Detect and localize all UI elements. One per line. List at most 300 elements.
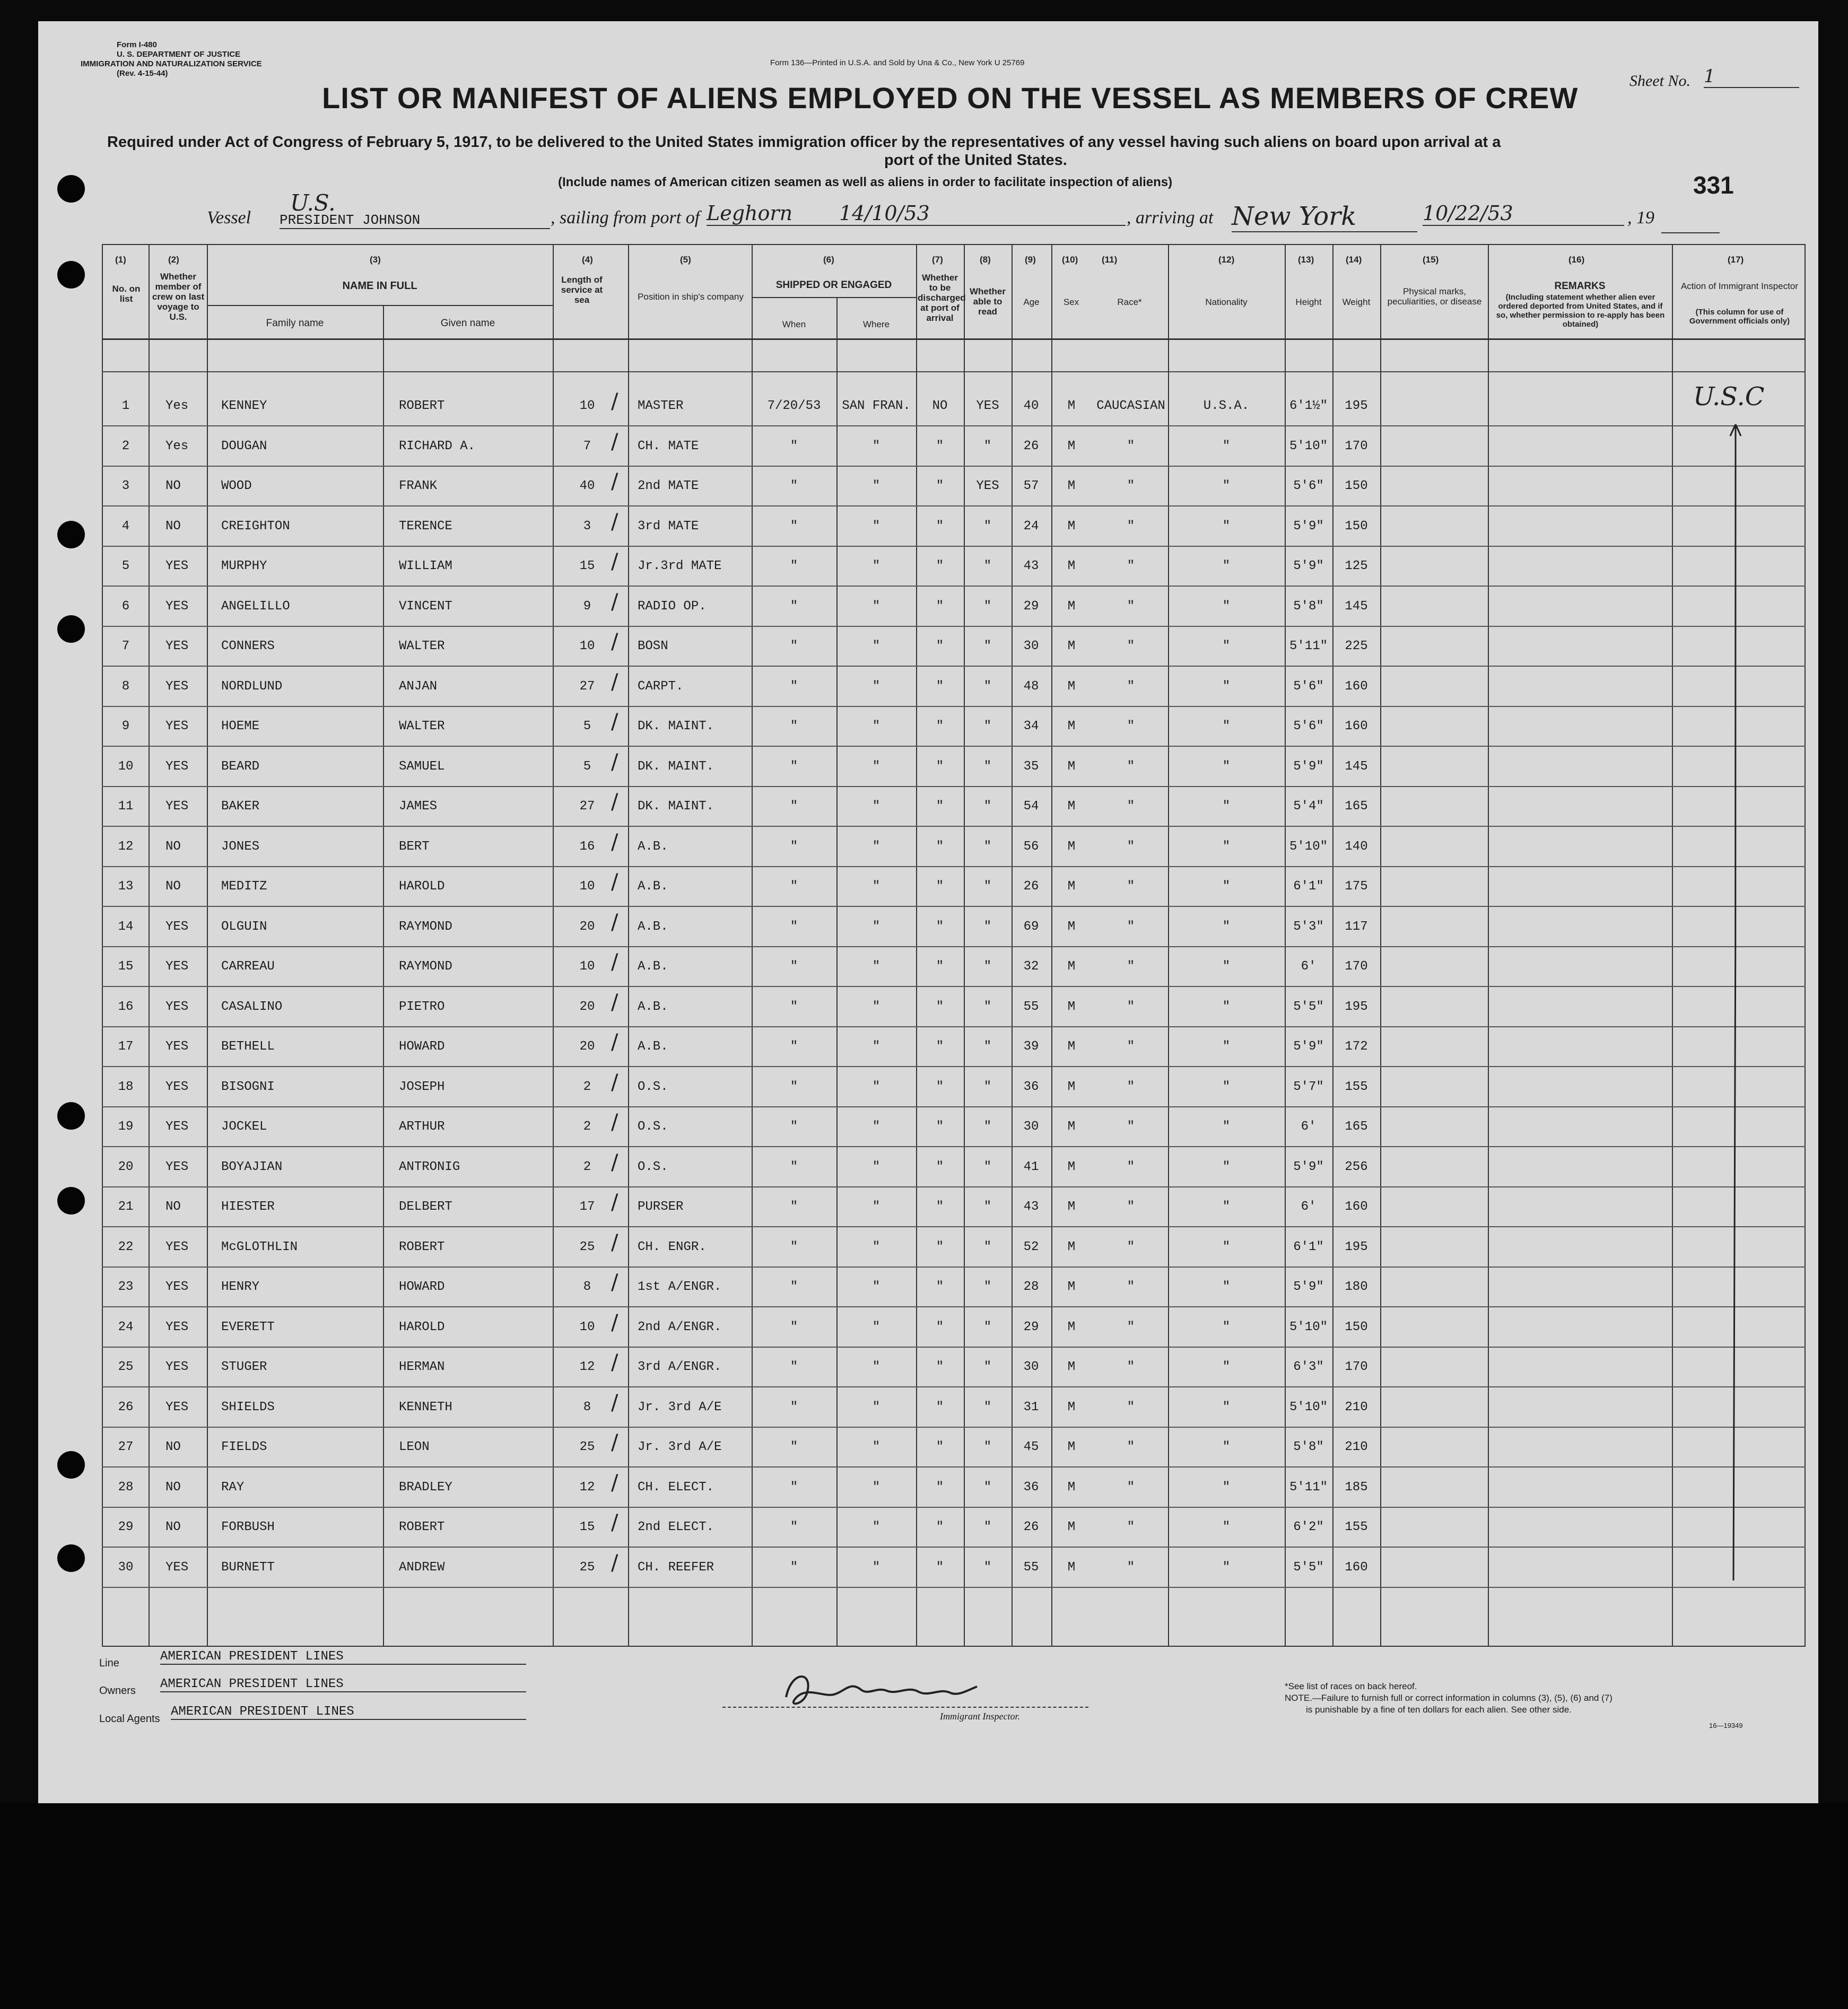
cell-when: " <box>790 1200 798 1214</box>
cell-height: 5'11" <box>1289 1480 1328 1495</box>
cell-given: KENNETH <box>399 1400 452 1414</box>
row-rule <box>102 505 1806 506</box>
cell-nationality: " <box>1222 799 1231 814</box>
cell-discharged: " <box>936 1560 944 1575</box>
cell-where: " <box>872 799 881 814</box>
cell-family: BOYAJIAN <box>221 1159 283 1174</box>
shipped-subdivider <box>752 297 916 298</box>
cell-height: 5'10" <box>1289 839 1328 854</box>
scan-background <box>0 1803 1848 2009</box>
cell-race: " <box>1127 519 1135 534</box>
cell-last: NO <box>165 479 181 493</box>
cell-given: ANTRONIG <box>399 1159 460 1174</box>
cell-weight: 160 <box>1345 1560 1368 1575</box>
cell-weight: 160 <box>1345 1200 1368 1214</box>
cell-race: " <box>1127 759 1135 774</box>
cell-family: RAY <box>221 1480 245 1495</box>
cell-discharged: " <box>936 1520 944 1534</box>
cell-given: TERENCE <box>399 519 452 534</box>
cell-discharged: " <box>936 879 944 894</box>
table-row <box>38 508 1818 548</box>
cell-given: ROBERT <box>399 399 445 413</box>
cell-race: " <box>1127 439 1135 453</box>
cell-when: " <box>790 1440 798 1454</box>
cell-weight: 195 <box>1345 399 1368 413</box>
cell-weight: 145 <box>1345 599 1368 614</box>
row-rule <box>102 866 1806 867</box>
cell-read: " <box>983 919 992 934</box>
cell-no: 3 <box>121 479 130 493</box>
cell-last: YES <box>165 1239 189 1254</box>
table-row <box>38 1508 1818 1549</box>
cell-position: DK. MAINT. <box>638 759 714 774</box>
cell-read: " <box>983 1239 992 1254</box>
hdr-given-name: Given name <box>440 318 495 329</box>
cell-family: NORDLUND <box>221 679 283 694</box>
cell-family: DOUGAN <box>221 439 267 453</box>
cell-race: " <box>1127 1120 1135 1134</box>
printer-line: Form 136—Printed in U.S.A. and Sold by Una & Co., New York U 25769 <box>770 58 1025 67</box>
cell-race: " <box>1127 1400 1135 1414</box>
cell-service: 16 <box>579 839 595 854</box>
cell-when: " <box>790 559 798 573</box>
cell-read: " <box>983 1120 992 1134</box>
cell-age: 34 <box>1023 719 1039 733</box>
cell-sex: M <box>1067 639 1076 653</box>
cell-weight: 180 <box>1345 1280 1368 1294</box>
cell-family: WOOD <box>221 479 252 493</box>
cell-last: YES <box>165 1040 189 1054</box>
cell-age: 69 <box>1023 919 1039 934</box>
cell-service: 40 <box>579 479 595 493</box>
cell-read: " <box>983 1480 992 1495</box>
cell-when: " <box>790 1159 798 1174</box>
cell-sex: M <box>1067 1400 1076 1414</box>
cell-no: 24 <box>118 1320 134 1334</box>
cell-discharged: " <box>936 919 944 934</box>
cell-given: HAROLD <box>399 1320 445 1334</box>
check-mark-icon: / <box>611 429 618 454</box>
cell-weight: 155 <box>1345 1079 1368 1094</box>
cell-family: JONES <box>221 839 260 854</box>
cell-last: YES <box>165 1360 189 1374</box>
cell-weight: 195 <box>1345 1239 1368 1254</box>
cell-weight: 150 <box>1345 479 1368 493</box>
cell-family: HENRY <box>221 1280 260 1294</box>
cell-nationality: " <box>1222 519 1231 534</box>
hdr-where: Where <box>862 319 890 329</box>
cell-nationality: " <box>1222 639 1231 653</box>
cell-age: 28 <box>1023 1280 1039 1294</box>
cell-position: 2nd MATE <box>638 479 699 493</box>
col-num-15: (15) <box>1423 255 1439 265</box>
cell-no: 22 <box>118 1239 134 1254</box>
cell-where: " <box>872 679 881 694</box>
cell-service: 5 <box>583 719 591 733</box>
cell-family: CARREAU <box>221 959 275 974</box>
cell-nationality: " <box>1222 1040 1231 1054</box>
cell-no: 8 <box>121 679 130 694</box>
row-rule <box>102 1226 1806 1227</box>
table-row <box>38 1268 1818 1308</box>
cell-weight: 160 <box>1345 719 1368 733</box>
check-mark-icon: / <box>611 1470 618 1495</box>
cell-service: 8 <box>583 1400 591 1414</box>
row-rule <box>102 1507 1806 1508</box>
table-row <box>38 988 1818 1028</box>
cell-family: McGLOTHLIN <box>221 1239 298 1254</box>
cell-family: CREIGHTON <box>221 519 290 534</box>
cell-last: NO <box>165 839 181 854</box>
cell-race: CAUCASIAN <box>1096 399 1165 413</box>
cell-discharged: " <box>936 1079 944 1094</box>
cell-last: YES <box>165 1320 189 1334</box>
inspector-mark: U.S.C <box>1693 382 1765 412</box>
cell-weight: 155 <box>1345 1520 1368 1534</box>
row-rule <box>102 626 1806 627</box>
cell-where: " <box>872 1560 881 1575</box>
cell-family: JOCKEL <box>221 1120 267 1134</box>
binder-hole <box>57 1187 85 1215</box>
cell-no: 25 <box>118 1360 134 1374</box>
cell-sex: M <box>1067 999 1076 1014</box>
cell-position: 2nd ELECT. <box>638 1520 714 1534</box>
row-rule <box>102 425 1806 426</box>
cell-given: HOWARD <box>399 1280 445 1294</box>
cell-race: " <box>1127 639 1135 653</box>
cell-discharged: " <box>936 559 944 573</box>
cell-where: " <box>872 759 881 774</box>
page-title: LIST OR MANIFEST OF ALIENS EMPLOYED ON THE VESSEL AS MEMBERS OF CREW <box>322 81 1579 115</box>
cell-sex: M <box>1067 479 1076 493</box>
cell-read: " <box>983 1159 992 1174</box>
cell-height: 5'4" <box>1293 799 1324 814</box>
check-mark-icon: / <box>611 669 618 694</box>
cell-when: " <box>790 1360 798 1374</box>
cell-when: " <box>790 999 798 1014</box>
cell-where: " <box>872 919 881 934</box>
cell-age: 30 <box>1023 1360 1039 1374</box>
cell-race: " <box>1127 1239 1135 1254</box>
cell-position: MASTER <box>638 399 684 413</box>
cell-nationality: " <box>1222 1360 1231 1374</box>
year-label: , 19 <box>1627 208 1654 228</box>
note-races: *See list of races on back hereof. <box>1285 1681 1417 1691</box>
cell-no: 4 <box>121 519 130 534</box>
cell-discharged: " <box>936 1480 944 1495</box>
cell-no: 15 <box>118 959 134 974</box>
vessel-prefix-hand: U.S. <box>290 190 336 216</box>
hdr-member-last-voyage: Whether member of crew on last voyage to U.S. <box>152 272 205 322</box>
cell-sex: M <box>1067 1120 1076 1134</box>
cell-weight: 170 <box>1345 959 1368 974</box>
cell-position: A.B. <box>638 879 668 894</box>
cell-discharged: " <box>936 679 944 694</box>
cell-when: " <box>790 639 798 653</box>
cell-read: " <box>983 999 992 1014</box>
col-num-12: (12) <box>1218 255 1235 265</box>
agents-label: Local Agents <box>99 1713 160 1725</box>
cell-nationality: " <box>1222 599 1231 614</box>
cell-nationality: " <box>1222 479 1231 493</box>
cell-sex: M <box>1067 519 1076 534</box>
cell-age: 31 <box>1023 1400 1039 1414</box>
col-num-1: (1) <box>115 255 126 265</box>
cell-sex: M <box>1067 559 1076 573</box>
cell-height: 5'10" <box>1289 1320 1328 1334</box>
cell-height: 5'9" <box>1293 1280 1324 1294</box>
cell-nationality: " <box>1222 1440 1231 1454</box>
cell-last: YES <box>165 959 189 974</box>
cell-age: 26 <box>1023 1520 1039 1534</box>
cell-where: " <box>872 1239 881 1254</box>
cell-service: 25 <box>579 1440 595 1454</box>
cell-read: " <box>983 559 992 573</box>
cell-position: DK. MAINT. <box>638 719 714 733</box>
cell-race: " <box>1127 1520 1135 1534</box>
cell-height: 5'6" <box>1293 719 1324 733</box>
cell-family: CONNERS <box>221 639 275 653</box>
vessel-name: PRESIDENT JOHNSON <box>280 212 550 229</box>
table-row <box>38 1348 1818 1388</box>
cell-age: 30 <box>1023 1120 1039 1134</box>
year-underline <box>1661 232 1720 233</box>
cell-no: 12 <box>118 839 134 854</box>
cell-discharged: " <box>936 439 944 453</box>
cell-read: " <box>983 959 992 974</box>
table-row <box>38 707 1818 748</box>
cell-nationality: " <box>1222 1520 1231 1534</box>
cell-when: " <box>790 1320 798 1334</box>
cell-discharged: " <box>936 1239 944 1254</box>
cell-when: " <box>790 1120 798 1134</box>
col-num-13: (13) <box>1298 255 1314 265</box>
check-mark-icon: / <box>611 870 618 894</box>
hdr-position: Position in ship's company <box>638 292 744 302</box>
cell-discharged: " <box>936 839 944 854</box>
cell-age: 43 <box>1023 1200 1039 1214</box>
cell-when: " <box>790 479 798 493</box>
line-value: AMERICAN PRESIDENT LINES <box>160 1649 526 1665</box>
cell-last: NO <box>165 1520 181 1534</box>
col-num-8: (8) <box>980 255 991 265</box>
cell-weight: 125 <box>1345 559 1368 573</box>
subtitle-line-3: (Include names of American citizen seamen as well as aliens in order to facilitate inspection of aliens) <box>558 175 1173 189</box>
cell-read: " <box>983 719 992 733</box>
row-rule <box>102 986 1806 987</box>
cell-where: " <box>872 1159 881 1174</box>
cell-position: RADIO OP. <box>638 599 707 614</box>
cell-given: FRANK <box>399 479 438 493</box>
cell-height: 5'11" <box>1289 639 1328 653</box>
cell-family: OLGUIN <box>221 919 267 934</box>
cell-weight: 170 <box>1345 439 1368 453</box>
cell-read: " <box>983 439 992 453</box>
inspector-label: Immigrant Inspector. <box>940 1711 1020 1722</box>
cell-no: 23 <box>118 1280 134 1294</box>
cell-age: 41 <box>1023 1159 1039 1174</box>
cell-position: A.B. <box>638 959 668 974</box>
cell-nationality: " <box>1222 1079 1231 1094</box>
cell-read: " <box>983 519 992 534</box>
cell-given: ROBERT <box>399 1520 445 1534</box>
cell-age: 55 <box>1023 999 1039 1014</box>
cell-position: 3rd MATE <box>638 519 699 534</box>
cell-discharged: " <box>936 1360 944 1374</box>
row-rule <box>102 1266 1806 1268</box>
row-rule <box>102 1427 1806 1428</box>
cell-where: " <box>872 879 881 894</box>
check-mark-icon: / <box>611 829 618 854</box>
cell-height: 6'1" <box>1293 879 1324 894</box>
cell-nationality: " <box>1222 559 1231 573</box>
row-rule <box>102 1026 1806 1027</box>
inspector-signature <box>775 1665 998 1713</box>
cell-weight: 170 <box>1345 1360 1368 1374</box>
cell-last: YES <box>165 1560 189 1575</box>
cell-sex: M <box>1067 959 1076 974</box>
cell-race: " <box>1127 999 1135 1014</box>
cell-position: CH. MATE <box>638 439 699 453</box>
cell-last: YES <box>165 1159 189 1174</box>
hdr-shipped-engaged: SHIPPED OR ENGAGED <box>775 279 892 291</box>
cell-no: 11 <box>118 799 134 814</box>
col-num-16: (16) <box>1568 255 1585 265</box>
signature-line <box>722 1707 1088 1708</box>
table-row <box>38 387 1818 427</box>
col-num-17: (17) <box>1728 255 1744 265</box>
cell-nationality: " <box>1222 999 1231 1014</box>
hdr-action-inspector: Action of Immigrant Inspector <box>1680 281 1799 291</box>
cell-weight: 117 <box>1345 919 1368 934</box>
hdr-remarks-note: (Including statement whether alien ever ordered deported from United States, and if so, whether permission to re-apply has been obtained) <box>1496 293 1665 329</box>
cell-nationality: " <box>1222 1239 1231 1254</box>
cell-given: ARTHUR <box>399 1120 445 1134</box>
cell-no: 19 <box>118 1120 134 1134</box>
table-row <box>38 467 1818 508</box>
service-name: IMMIGRATION AND NATURALIZATION SERVICE <box>81 59 262 68</box>
cell-service: 8 <box>583 1280 591 1294</box>
cell-height: 6' <box>1301 1120 1317 1134</box>
cell-when: " <box>790 1040 798 1054</box>
cell-read: " <box>983 839 992 854</box>
check-mark-icon: / <box>611 710 618 734</box>
cell-given: SAMUEL <box>399 759 445 774</box>
cell-where: " <box>872 1120 881 1134</box>
hdr-weight: Weight <box>1342 297 1371 307</box>
cell-where: " <box>872 519 881 534</box>
cell-height: 6'1½" <box>1289 399 1328 413</box>
inspector-arrow-icon <box>1720 424 1751 1591</box>
cell-family: ANGELILLO <box>221 599 290 614</box>
stamp-number: 331 <box>1693 171 1734 199</box>
cell-sex: M <box>1067 1159 1076 1174</box>
cell-last: NO <box>165 1200 181 1214</box>
cell-position: DK. MAINT. <box>638 799 714 814</box>
row-rule <box>102 1587 1806 1588</box>
cell-height: 6' <box>1301 1200 1317 1214</box>
cell-weight: 225 <box>1345 639 1368 653</box>
col-num-11: (11) <box>1102 255 1118 265</box>
cell-last: YES <box>165 1280 189 1294</box>
cell-last: YES <box>165 799 189 814</box>
cell-position: O.S. <box>638 1079 668 1094</box>
cell-age: 57 <box>1023 479 1039 493</box>
cell-sex: M <box>1067 1320 1076 1334</box>
hdr-height: Height <box>1295 297 1322 307</box>
cell-read: " <box>983 759 992 774</box>
cell-nationality: " <box>1222 1480 1231 1495</box>
row-rule <box>102 1106 1806 1107</box>
check-mark-icon: / <box>611 589 618 614</box>
table-row <box>38 1028 1818 1068</box>
cell-sex: M <box>1067 919 1076 934</box>
cell-height: 5'5" <box>1293 999 1324 1014</box>
cell-no: 10 <box>118 759 134 774</box>
cell-position: Jr. 3rd A/E <box>638 1400 722 1414</box>
table-row <box>38 668 1818 708</box>
cell-sex: M <box>1067 1280 1076 1294</box>
row-rule <box>102 586 1806 587</box>
cell-read: " <box>983 679 992 694</box>
hdr-no-on-list: No. on list <box>112 284 141 304</box>
cell-where: " <box>872 959 881 974</box>
cell-last: YES <box>165 1400 189 1414</box>
hdr-able-read: Whether able to read <box>970 286 1006 317</box>
cell-sex: M <box>1067 719 1076 733</box>
cell-service: 12 <box>579 1480 595 1495</box>
table-row <box>38 1188 1818 1228</box>
check-mark-icon: / <box>611 950 618 974</box>
cell-last: YES <box>165 1079 189 1094</box>
cell-discharged: " <box>936 1440 944 1454</box>
binder-hole <box>57 1102 85 1130</box>
check-mark-icon: / <box>611 990 618 1015</box>
cell-height: 5'9" <box>1293 759 1324 774</box>
cell-nationality: " <box>1222 719 1231 733</box>
cell-nationality: " <box>1222 919 1231 934</box>
cell-nationality: " <box>1222 679 1231 694</box>
owners-label: Owners <box>99 1685 136 1697</box>
cell-family: MEDITZ <box>221 879 267 894</box>
table-row <box>38 908 1818 948</box>
cell-family: STUGER <box>221 1360 267 1374</box>
cell-age: 54 <box>1023 799 1039 814</box>
cell-nationality: " <box>1222 1400 1231 1414</box>
table-row <box>38 868 1818 908</box>
cell-race: " <box>1127 1200 1135 1214</box>
cell-race: " <box>1127 1280 1135 1294</box>
cell-read: " <box>983 1040 992 1054</box>
cell-where: " <box>872 479 881 493</box>
cell-discharged: " <box>936 799 944 814</box>
cell-given: BRADLEY <box>399 1480 452 1495</box>
row-rule <box>102 1066 1806 1067</box>
cell-family: BISOGNI <box>221 1079 275 1094</box>
cell-family: BETHELL <box>221 1040 275 1054</box>
cell-read: " <box>983 879 992 894</box>
cell-last: YES <box>165 1120 189 1134</box>
check-mark-icon: / <box>611 1550 618 1575</box>
cell-position: CH. REEFER <box>638 1560 714 1575</box>
sailing-label: , sailing from port of <box>551 208 700 228</box>
table-row <box>38 1228 1818 1269</box>
cell-no: 27 <box>118 1440 134 1454</box>
cell-sex: M <box>1067 1520 1076 1534</box>
cell-height: 6'1" <box>1293 1239 1324 1254</box>
cell-last: YES <box>165 679 189 694</box>
cell-given: VINCENT <box>399 599 452 614</box>
